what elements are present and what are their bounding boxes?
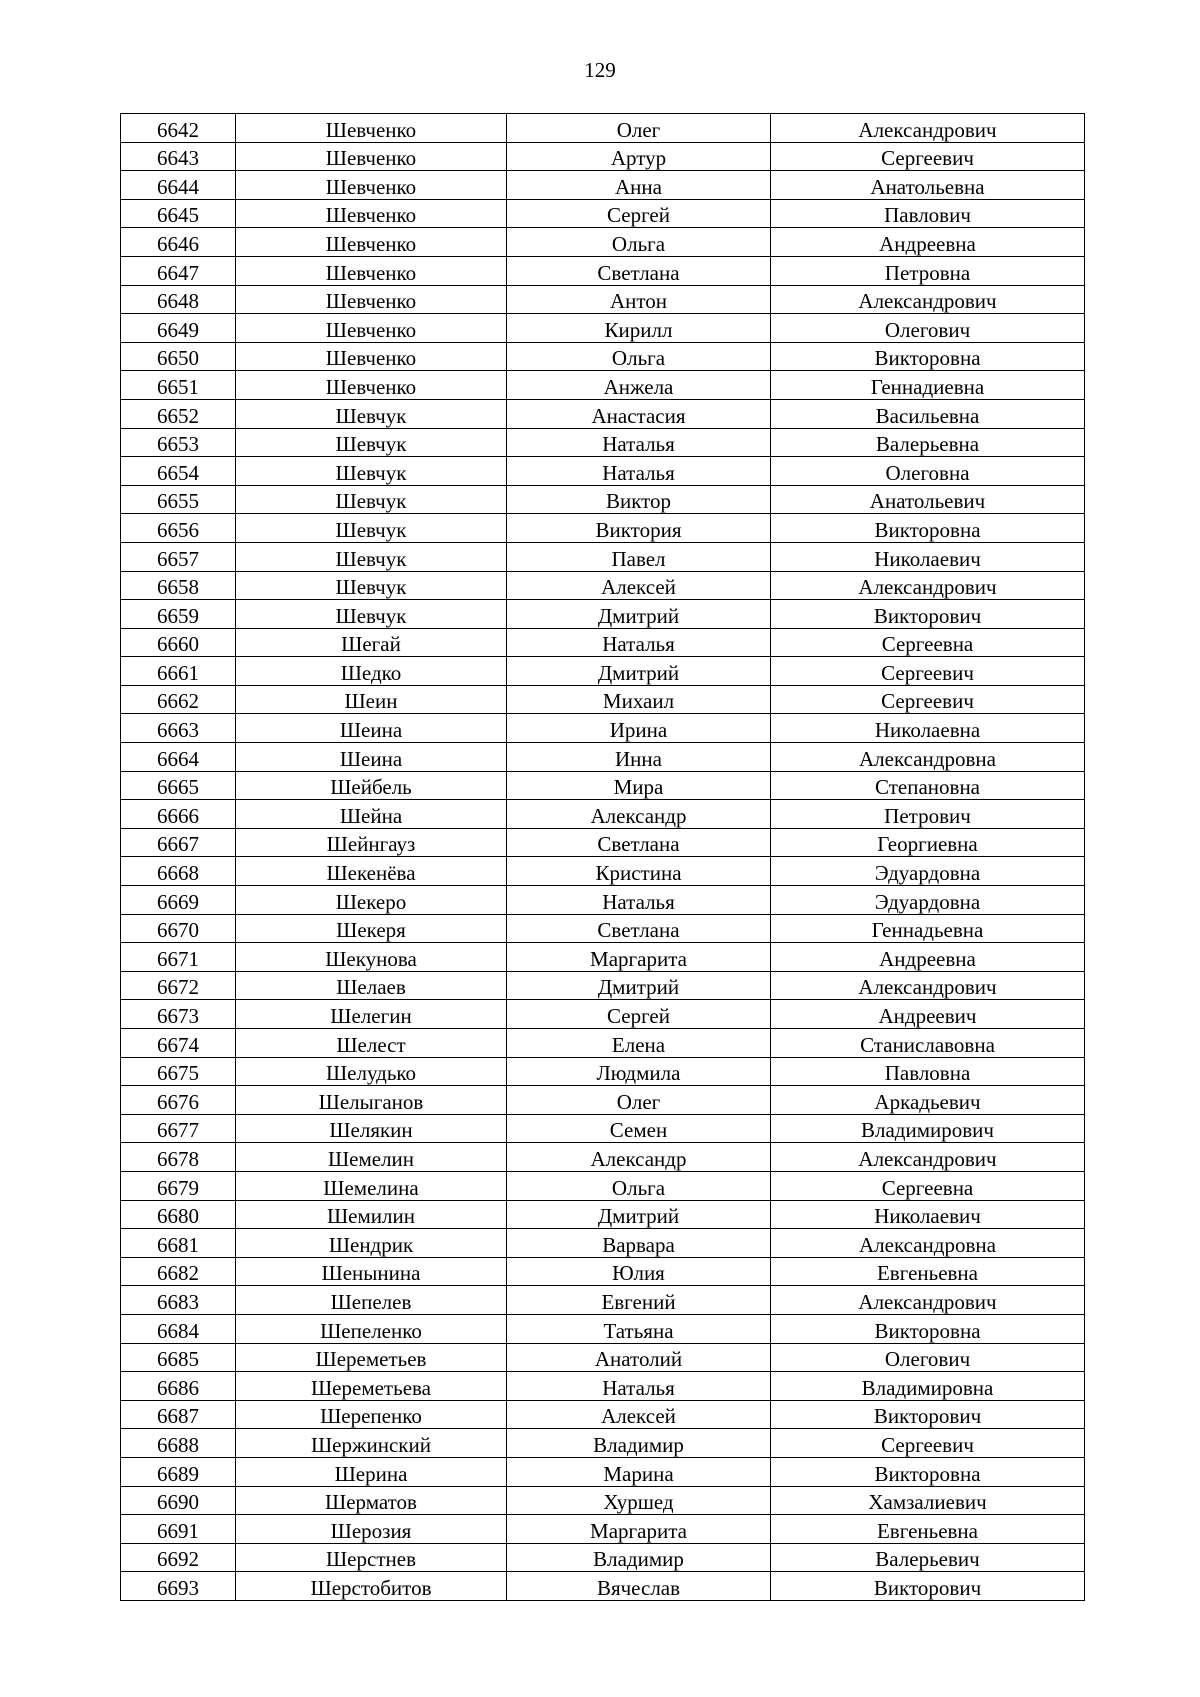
patronymic-cell: Сергеевна	[771, 628, 1085, 657]
patronymic-cell: Павлович	[771, 199, 1085, 228]
last-name-cell: Шерматов	[236, 1486, 507, 1515]
table-row	[121, 886, 1085, 915]
first-name-cell: Сергей	[507, 1000, 771, 1029]
first-name-cell: Маргарита	[507, 1515, 771, 1544]
row-number-cell: 6686	[121, 1372, 236, 1401]
first-name-cell: Наталья	[507, 1372, 771, 1401]
first-name-cell: Алексей	[507, 1400, 771, 1429]
row-number-cell: 6693	[121, 1572, 236, 1601]
patronymic-cell: Эдуардовна	[771, 886, 1085, 915]
first-name-cell: Вячеслав	[507, 1572, 771, 1601]
patronymic-cell: Андреевна	[771, 228, 1085, 257]
table-row	[121, 1229, 1085, 1258]
patronymic-cell: Эдуардовна	[771, 857, 1085, 886]
roster-table	[120, 113, 1085, 1601]
table-row	[121, 743, 1085, 772]
patronymic-cell: Валерьевич	[771, 1543, 1085, 1572]
first-name-cell: Ольга	[507, 342, 771, 371]
row-number-cell: 6674	[121, 1029, 236, 1058]
first-name-cell: Маргарита	[507, 943, 771, 972]
row-number-cell: 6683	[121, 1286, 236, 1315]
last-name-cell: Шевченко	[236, 171, 507, 200]
first-name-cell: Мира	[507, 771, 771, 800]
last-name-cell: Шелудько	[236, 1057, 507, 1086]
last-name-cell: Шепелев	[236, 1286, 507, 1315]
last-name-cell: Шекунова	[236, 943, 507, 972]
last-name-cell: Шекеря	[236, 914, 507, 943]
patronymic-cell: Петровна	[771, 256, 1085, 285]
row-number-cell: 6656	[121, 514, 236, 543]
row-number-cell: 6671	[121, 943, 236, 972]
table-row	[121, 1057, 1085, 1086]
row-number-cell: 6644	[121, 171, 236, 200]
last-name-cell: Шегай	[236, 628, 507, 657]
row-number-cell: 6653	[121, 428, 236, 457]
first-name-cell: Наталья	[507, 628, 771, 657]
patronymic-cell: Олеговна	[771, 457, 1085, 486]
first-name-cell: Ольга	[507, 1171, 771, 1200]
last-name-cell: Шенынина	[236, 1257, 507, 1286]
patronymic-cell: Олегович	[771, 1343, 1085, 1372]
first-name-cell: Артур	[507, 142, 771, 171]
table-row	[121, 943, 1085, 972]
last-name-cell: Шерозия	[236, 1515, 507, 1544]
row-number-cell: 6655	[121, 485, 236, 514]
first-name-cell: Светлана	[507, 256, 771, 285]
roster-table-body	[121, 114, 1085, 1601]
last-name-cell: Шевченко	[236, 114, 507, 143]
first-name-cell: Виктория	[507, 514, 771, 543]
row-number-cell: 6669	[121, 886, 236, 915]
patronymic-cell: Викторовна	[771, 514, 1085, 543]
table-row	[121, 228, 1085, 257]
patronymic-cell: Анатольевич	[771, 485, 1085, 514]
table-row	[121, 971, 1085, 1000]
patronymic-cell: Геннадиевна	[771, 371, 1085, 400]
row-number-cell: 6673	[121, 1000, 236, 1029]
last-name-cell: Шевчук	[236, 571, 507, 600]
row-number-cell: 6649	[121, 314, 236, 343]
table-row	[121, 914, 1085, 943]
table-row	[121, 571, 1085, 600]
patronymic-cell: Александровна	[771, 743, 1085, 772]
table-row	[121, 1286, 1085, 1315]
last-name-cell: Шедко	[236, 657, 507, 686]
patronymic-cell: Аркадьевич	[771, 1086, 1085, 1115]
table-row	[121, 1257, 1085, 1286]
row-number-cell: 6666	[121, 800, 236, 829]
row-number-cell: 6646	[121, 228, 236, 257]
last-name-cell: Шелякин	[236, 1114, 507, 1143]
last-name-cell: Шеина	[236, 714, 507, 743]
last-name-cell: Шейбель	[236, 771, 507, 800]
patronymic-cell: Викторовна	[771, 342, 1085, 371]
last-name-cell: Шерепенко	[236, 1400, 507, 1429]
patronymic-cell: Александрович	[771, 1286, 1085, 1315]
first-name-cell: Людмила	[507, 1057, 771, 1086]
first-name-cell: Анастасия	[507, 399, 771, 428]
last-name-cell: Шекеро	[236, 886, 507, 915]
table-row	[121, 1000, 1085, 1029]
last-name-cell: Шеина	[236, 743, 507, 772]
table-row	[121, 828, 1085, 857]
row-number-cell: 6651	[121, 371, 236, 400]
first-name-cell: Владимир	[507, 1543, 771, 1572]
table-row	[121, 1200, 1085, 1229]
row-number-cell: 6645	[121, 199, 236, 228]
row-number-cell: 6678	[121, 1143, 236, 1172]
row-number-cell: 6661	[121, 657, 236, 686]
row-number-cell: 6692	[121, 1543, 236, 1572]
row-number-cell: 6643	[121, 142, 236, 171]
last-name-cell: Шейна	[236, 800, 507, 829]
first-name-cell: Наталья	[507, 428, 771, 457]
table-row	[121, 485, 1085, 514]
patronymic-cell: Сергеевич	[771, 685, 1085, 714]
table-row	[121, 1171, 1085, 1200]
patronymic-cell: Евгеньевна	[771, 1515, 1085, 1544]
row-number-cell: 6676	[121, 1086, 236, 1115]
first-name-cell: Дмитрий	[507, 657, 771, 686]
first-name-cell: Владимир	[507, 1429, 771, 1458]
row-number-cell: 6652	[121, 399, 236, 428]
last-name-cell: Шереметьев	[236, 1343, 507, 1372]
row-number-cell: 6657	[121, 542, 236, 571]
patronymic-cell: Сергеевич	[771, 142, 1085, 171]
last-name-cell: Шерстнев	[236, 1543, 507, 1572]
first-name-cell: Наталья	[507, 457, 771, 486]
last-name-cell: Шевченко	[236, 199, 507, 228]
patronymic-cell: Владимирович	[771, 1114, 1085, 1143]
last-name-cell: Шелегин	[236, 1000, 507, 1029]
first-name-cell: Ирина	[507, 714, 771, 743]
table-row	[121, 399, 1085, 428]
first-name-cell: Александр	[507, 1143, 771, 1172]
row-number-cell: 6691	[121, 1515, 236, 1544]
row-number-cell: 6654	[121, 457, 236, 486]
first-name-cell: Александр	[507, 800, 771, 829]
last-name-cell: Шевченко	[236, 256, 507, 285]
last-name-cell: Шелаев	[236, 971, 507, 1000]
last-name-cell: Шекенёва	[236, 857, 507, 886]
patronymic-cell: Станиславовна	[771, 1029, 1085, 1058]
row-number-cell: 6680	[121, 1200, 236, 1229]
row-number-cell: 6690	[121, 1486, 236, 1515]
last-name-cell: Шелыганов	[236, 1086, 507, 1115]
first-name-cell: Ольга	[507, 228, 771, 257]
last-name-cell: Шелест	[236, 1029, 507, 1058]
table-row	[121, 199, 1085, 228]
first-name-cell: Алексей	[507, 571, 771, 600]
patronymic-cell: Николаевич	[771, 1200, 1085, 1229]
table-row	[121, 857, 1085, 886]
table-row	[121, 1314, 1085, 1343]
table-row	[121, 1572, 1085, 1601]
first-name-cell: Дмитрий	[507, 1200, 771, 1229]
table-row	[121, 714, 1085, 743]
first-name-cell: Кристина	[507, 857, 771, 886]
table-row	[121, 542, 1085, 571]
patronymic-cell: Петрович	[771, 800, 1085, 829]
last-name-cell: Шевченко	[236, 314, 507, 343]
table-row	[121, 1114, 1085, 1143]
first-name-cell: Юлия	[507, 1257, 771, 1286]
table-row	[121, 1486, 1085, 1515]
row-number-cell: 6650	[121, 342, 236, 371]
first-name-cell: Михаил	[507, 685, 771, 714]
patronymic-cell: Валерьевна	[771, 428, 1085, 457]
patronymic-cell: Андреевна	[771, 943, 1085, 972]
row-number-cell: 6648	[121, 285, 236, 314]
table-row	[121, 1086, 1085, 1115]
table-row	[121, 1400, 1085, 1429]
patronymic-cell: Александрович	[771, 285, 1085, 314]
first-name-cell: Хуршед	[507, 1486, 771, 1515]
patronymic-cell: Николаевна	[771, 714, 1085, 743]
row-number-cell: 6642	[121, 114, 236, 143]
first-name-cell: Инна	[507, 743, 771, 772]
table-row	[121, 600, 1085, 629]
row-number-cell: 6679	[121, 1171, 236, 1200]
last-name-cell: Шемелина	[236, 1171, 507, 1200]
patronymic-cell: Александрович	[771, 571, 1085, 600]
row-number-cell: 6675	[121, 1057, 236, 1086]
row-number-cell: 6664	[121, 743, 236, 772]
table-row	[121, 256, 1085, 285]
table-row	[121, 1372, 1085, 1401]
table-row	[121, 1457, 1085, 1486]
last-name-cell: Шерстобитов	[236, 1572, 507, 1601]
last-name-cell: Шейнгауз	[236, 828, 507, 857]
patronymic-cell: Александрович	[771, 971, 1085, 1000]
patronymic-cell: Сергеевич	[771, 657, 1085, 686]
patronymic-cell: Анатольевна	[771, 171, 1085, 200]
last-name-cell: Шерина	[236, 1457, 507, 1486]
first-name-cell: Олег	[507, 114, 771, 143]
first-name-cell: Наталья	[507, 886, 771, 915]
patronymic-cell: Павловна	[771, 1057, 1085, 1086]
table-row	[121, 628, 1085, 657]
row-number-cell: 6647	[121, 256, 236, 285]
row-number-cell: 6658	[121, 571, 236, 600]
last-name-cell: Шевченко	[236, 142, 507, 171]
patronymic-cell: Сергеевич	[771, 1429, 1085, 1458]
table-row	[121, 1543, 1085, 1572]
row-number-cell: 6681	[121, 1229, 236, 1258]
patronymic-cell: Викторовна	[771, 1457, 1085, 1486]
table-row	[121, 1429, 1085, 1458]
last-name-cell: Шевчук	[236, 514, 507, 543]
last-name-cell: Шевчук	[236, 542, 507, 571]
row-number-cell: 6687	[121, 1400, 236, 1429]
row-number-cell: 6668	[121, 857, 236, 886]
table-row	[121, 1515, 1085, 1544]
first-name-cell: Павел	[507, 542, 771, 571]
last-name-cell: Шевченко	[236, 285, 507, 314]
first-name-cell: Сергей	[507, 199, 771, 228]
first-name-cell: Виктор	[507, 485, 771, 514]
first-name-cell: Анжела	[507, 371, 771, 400]
table-row	[121, 457, 1085, 486]
row-number-cell: 6684	[121, 1314, 236, 1343]
patronymic-cell: Георгиевна	[771, 828, 1085, 857]
last-name-cell: Шереметьева	[236, 1372, 507, 1401]
table-row	[121, 285, 1085, 314]
patronymic-cell: Евгеньевна	[771, 1257, 1085, 1286]
patronymic-cell: Степановна	[771, 771, 1085, 800]
last-name-cell: Шевченко	[236, 371, 507, 400]
table-row	[121, 1143, 1085, 1172]
table-row	[121, 1029, 1085, 1058]
patronymic-cell: Викторович	[771, 1572, 1085, 1601]
patronymic-cell: Николаевич	[771, 542, 1085, 571]
row-number-cell: 6689	[121, 1457, 236, 1486]
row-number-cell: 6677	[121, 1114, 236, 1143]
patronymic-cell: Хамзалиевич	[771, 1486, 1085, 1515]
first-name-cell: Светлана	[507, 828, 771, 857]
row-number-cell: 6685	[121, 1343, 236, 1372]
last-name-cell: Шевченко	[236, 342, 507, 371]
first-name-cell: Марина	[507, 1457, 771, 1486]
table-row	[121, 371, 1085, 400]
patronymic-cell: Викторовна	[771, 1314, 1085, 1343]
last-name-cell: Шевчук	[236, 428, 507, 457]
row-number-cell: 6665	[121, 771, 236, 800]
first-name-cell: Елена	[507, 1029, 771, 1058]
table-row	[121, 114, 1085, 143]
row-number-cell: 6688	[121, 1429, 236, 1458]
row-number-cell: 6667	[121, 828, 236, 857]
first-name-cell: Евгений	[507, 1286, 771, 1315]
row-number-cell: 6682	[121, 1257, 236, 1286]
table-row	[121, 428, 1085, 457]
table-row	[121, 171, 1085, 200]
last-name-cell: Шемилин	[236, 1200, 507, 1229]
row-number-cell: 6659	[121, 600, 236, 629]
patronymic-cell: Викторович	[771, 1400, 1085, 1429]
first-name-cell: Светлана	[507, 914, 771, 943]
patronymic-cell: Александрович	[771, 1143, 1085, 1172]
page-number: 129	[584, 58, 616, 82]
table-row	[121, 1343, 1085, 1372]
last-name-cell: Шевчук	[236, 600, 507, 629]
patronymic-cell: Александровна	[771, 1229, 1085, 1258]
table-row	[121, 657, 1085, 686]
last-name-cell: Шепеленко	[236, 1314, 507, 1343]
patronymic-cell: Владимировна	[771, 1372, 1085, 1401]
table-row	[121, 314, 1085, 343]
row-number-cell: 6670	[121, 914, 236, 943]
table-row	[121, 514, 1085, 543]
table-row	[121, 771, 1085, 800]
first-name-cell: Татьяна	[507, 1314, 771, 1343]
first-name-cell: Дмитрий	[507, 600, 771, 629]
patronymic-cell: Викторович	[771, 600, 1085, 629]
patronymic-cell: Сергеевна	[771, 1171, 1085, 1200]
first-name-cell: Дмитрий	[507, 971, 771, 1000]
table-row	[121, 685, 1085, 714]
row-number-cell: 6660	[121, 628, 236, 657]
patronymic-cell: Геннадьевна	[771, 914, 1085, 943]
last-name-cell: Шемелин	[236, 1143, 507, 1172]
first-name-cell: Варвара	[507, 1229, 771, 1258]
row-number-cell: 6672	[121, 971, 236, 1000]
row-number-cell: 6663	[121, 714, 236, 743]
table-row	[121, 142, 1085, 171]
table-row	[121, 342, 1085, 371]
last-name-cell: Шевчук	[236, 485, 507, 514]
first-name-cell: Анна	[507, 171, 771, 200]
first-name-cell: Антон	[507, 285, 771, 314]
patronymic-cell: Андреевич	[771, 1000, 1085, 1029]
patronymic-cell: Олегович	[771, 314, 1085, 343]
last-name-cell: Шевченко	[236, 228, 507, 257]
last-name-cell: Шеин	[236, 685, 507, 714]
first-name-cell: Кирилл	[507, 314, 771, 343]
first-name-cell: Семен	[507, 1114, 771, 1143]
row-number-cell: 6662	[121, 685, 236, 714]
table-row	[121, 800, 1085, 829]
patronymic-cell: Васильевна	[771, 399, 1085, 428]
last-name-cell: Шевчук	[236, 399, 507, 428]
last-name-cell: Шержинский	[236, 1429, 507, 1458]
patronymic-cell: Александрович	[771, 114, 1085, 143]
last-name-cell: Шендрик	[236, 1229, 507, 1258]
first-name-cell: Олег	[507, 1086, 771, 1115]
first-name-cell: Анатолий	[507, 1343, 771, 1372]
last-name-cell: Шевчук	[236, 457, 507, 486]
